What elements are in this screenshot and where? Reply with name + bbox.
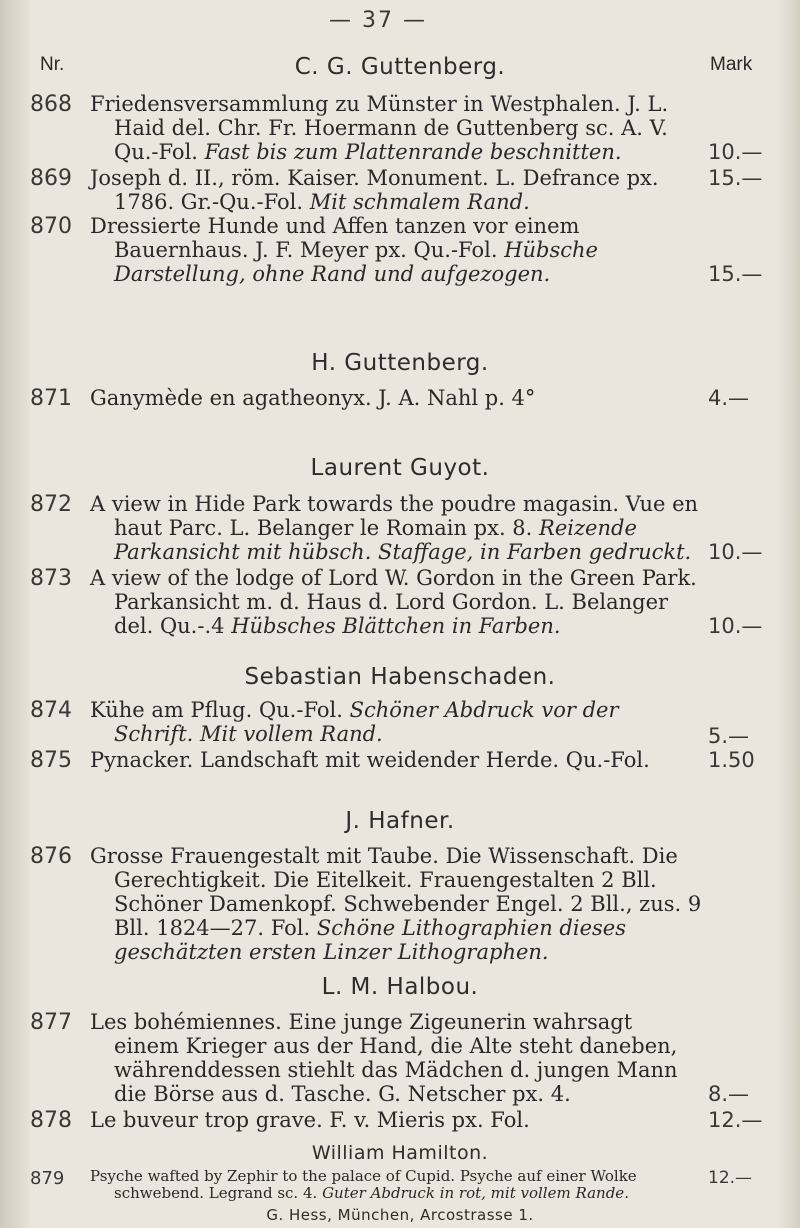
entry-description: Grosse Frauengestalt mit Taube. Die Wissenschaft. Die Gerechtigkeit. Die Eitelkeit. Frauengestalten 2 Bll. Schöner Damenkopf. Schwebender Engel. 2 Bll., zus. 9 Bll. 1824—27. Fol. xyxy=(90,844,702,940)
publisher-footer: G. Hess, München, Arcostrasse 1. xyxy=(266,1206,534,1224)
entry-text xyxy=(90,1168,702,1202)
entry-description: A view in Hide Park towards the poudre magasin. Vue en haut Parc. L. Belanger le Romain px. 8. xyxy=(90,492,699,540)
entry-text xyxy=(90,1108,702,1132)
entry-text xyxy=(90,748,702,772)
entry-number: 875 xyxy=(30,748,72,773)
column-header-mark: Mark xyxy=(710,54,753,75)
entry-description: Dressierte Hunde und Affen tanzen vor einem Bauernhaus. J. F. Meyer px. Qu.-Fol. xyxy=(90,214,580,262)
artist-heading: Sebastian Habenschaden. xyxy=(244,664,556,690)
entry-note: Mit schmalem Rand. xyxy=(309,190,530,214)
entry-text xyxy=(90,92,702,164)
entry-note: Schöner Abdruck vor der Schrift. Mit vollem Rand. xyxy=(114,698,619,746)
entry-number: 876 xyxy=(30,844,72,869)
entry-description: Le buveur trop grave. F. v. Mieris px. Fol. xyxy=(90,1108,530,1132)
artist-heading: L. M. Halbou. xyxy=(321,974,479,1000)
entry-text xyxy=(90,492,702,564)
entry-description: A view of the lodge of Lord W. Gordon in the Green Park. Parkansicht m. d. Haus d. Lord Gordon. L. Belanger del. Qu.-.4 xyxy=(90,566,697,638)
artist-heading: H. Guttenberg. xyxy=(311,350,489,376)
entry-number: 869 xyxy=(30,166,72,191)
entry-text xyxy=(90,566,702,638)
entry-note: Schöne Lithographien dieses geschätzten ersten Linzer Lithographen. xyxy=(114,916,626,964)
entry-text xyxy=(90,698,702,746)
entry-number: 872 xyxy=(30,492,72,517)
artist-heading: C. G. Guttenberg. xyxy=(294,54,506,80)
entry-description: Ganymède en agatheonyx. J. A. Nahl p. 4° xyxy=(90,386,536,410)
entry-description: Kühe am Pflug. Qu.-Fol. xyxy=(90,698,343,722)
entry-price: 1.50 xyxy=(708,748,755,772)
entry-description: Les bohémiennes. Eine junge Zigeunerin wahrsagt einem Krieger aus der Hand, die Alte steht daneben, währenddessen stiehlt das Mädchen d. jungen Mann die Börse aus d. Tasche. G. Netscher px. 4. xyxy=(90,1010,678,1106)
entry-number: 878 xyxy=(30,1108,72,1133)
entry-price: 10.— xyxy=(708,540,763,564)
entry-text xyxy=(90,386,702,410)
entry-price: 5.— xyxy=(708,724,750,748)
entry-note: Fast bis zum Plattenrande beschnitten. xyxy=(204,140,622,164)
entry-description: Pynacker. Landschaft mit weidender Herde. Qu.-Fol. xyxy=(90,748,650,772)
entry-note: Hübsches Blättchen in Farben. xyxy=(231,614,561,638)
entry-description: Friedensversammlung zu Münster in Westphalen. J. L. Haid del. Chr. Fr. Hoermann de Guttenberg sc. A. V. Qu.-Fol. xyxy=(90,92,669,164)
artist-heading: Laurent Guyot. xyxy=(310,455,490,481)
entry-note: Guter Abdruck in rot, mit vollem Rande. xyxy=(322,1184,629,1202)
entry-price: 12.— xyxy=(708,1168,753,1188)
entry-text xyxy=(90,214,702,286)
scan-edge-left xyxy=(0,0,30,1228)
entry-price: 15.— xyxy=(708,166,763,190)
page-number: — 37 — xyxy=(329,8,427,33)
entry-price: 8.— xyxy=(708,1082,750,1106)
entry-text xyxy=(90,166,702,214)
artist-heading: J. Hafner. xyxy=(345,808,455,834)
entry-note: Reizende Parkansicht mit hübsch. Staffage, in Farben gedruckt. xyxy=(114,516,692,564)
entry-number: 870 xyxy=(30,214,72,239)
entry-price: 10.— xyxy=(708,614,763,638)
entry-number: 873 xyxy=(30,566,72,591)
entry-note: Hübsche Darstellung, ohne Rand und aufgezogen. xyxy=(114,238,598,286)
entry-text xyxy=(90,844,702,964)
entry-price: 12.— xyxy=(708,1108,763,1132)
entry-description: Psyche wafted by Zephir to the palace of Cupid. Psyche auf einer Wolke schwebend. Legrand sc. 4. xyxy=(90,1167,637,1202)
entry-description: Joseph d. II., röm. Kaiser. Monument. L. Defrance px. 1786. Gr.-Qu.-Fol. xyxy=(90,166,659,214)
entry-price: 4.— xyxy=(708,386,750,410)
entry-number: 871 xyxy=(30,386,72,411)
entry-number: 877 xyxy=(30,1010,72,1035)
entry-number: 868 xyxy=(30,92,72,117)
artist-heading: William Hamilton. xyxy=(311,1142,489,1164)
entry-price: 10.— xyxy=(708,140,763,164)
entry-price: 15.— xyxy=(708,262,763,286)
column-header-nr: Nr. xyxy=(40,54,65,75)
entry-text xyxy=(90,1010,702,1106)
entry-number: 874 xyxy=(30,698,72,723)
entry-number: 879 xyxy=(30,1168,65,1189)
